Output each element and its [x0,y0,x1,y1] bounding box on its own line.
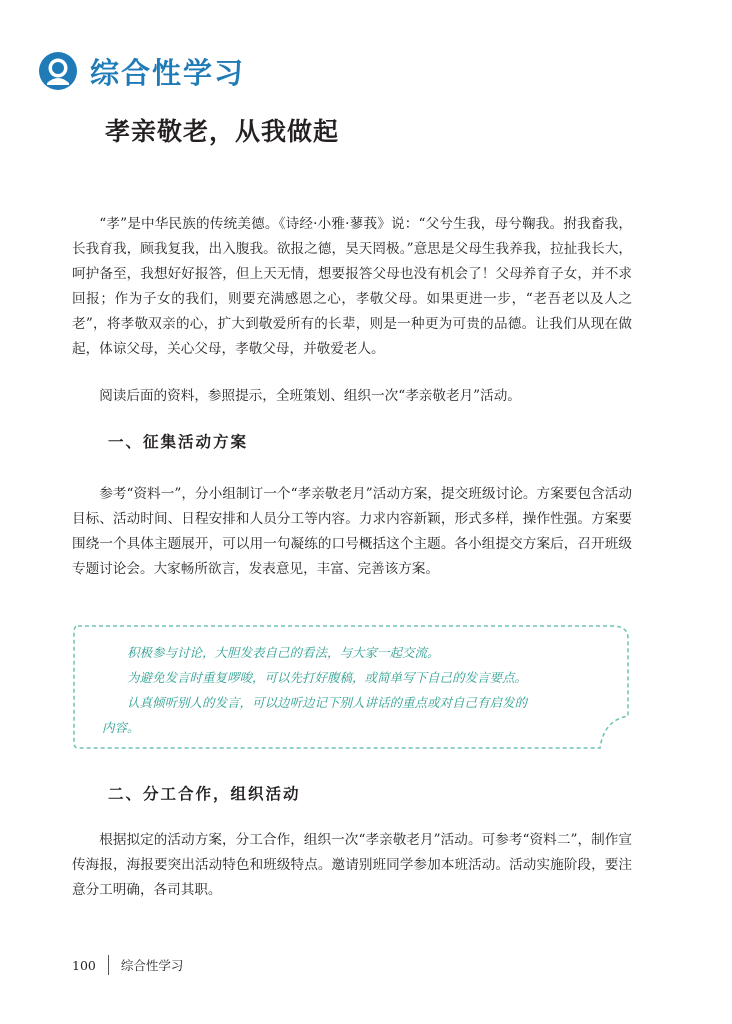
heading-organize-activity: 二、分工合作，组织活动 [108,784,301,803]
heading-collect-plans: 一、征集活动方案 [108,432,249,451]
intro-paragraph: “孝”是中华民族的传统美德。《诗经·小雅·蓼莪》说：“父兮生我，母兮鞠我。拊我畜我，长我育我，顾我复我，出入腹我。欲报之德，昊天罔极。”意思是父母生我养我，拉扯我长大，呵护备至，我想好好报答，但上天无情，想要报答父母也没有机会了！父母养育子女，并不求回报；作为子女的我们，则要充满感恩之心，孝敬父母。如果更进一步，“老吾老以及人之老”，将孝敬双亲的心，扩大到敬爱所有的长辈，则是一种更为可贵的品德。让我们从现在做起，体谅父母，关心父母，孝敬父母，并敬爱老人。 [72,216,632,357]
section1-paragraph: 参考“资料一”，分小组制订一个“孝亲敬老月”活动方案，提交班级讨论。方案要包含活动目标、活动时间、日程安排和人员分工等内容。力求内容新颖，形式多样，操作性强。方案要围绕一个具体主题展开，可以用一句凝练的口号概括这个主题。各小组提交方案后，召开班级专题讨论会。大家畅所欲言，发表意见，丰富、完善该方案。 [72,486,632,577]
tip-text [102,640,602,740]
section-header [38,48,245,94]
footer-section-label: 综合性学习 [120,958,184,973]
section2-paragraph: 根据拟定的活动方案，分工合作，组织一次“孝亲敬老月”活动。可参考“资料二”，制作宣传海报，海报要突出活动特色和班级特点。邀请别班同学参加本班活动。活动实施阶段，要注意分工明确，各司其职。 [72,832,632,898]
tip-box [72,624,634,750]
tip-line: 为避免发言时重复啰唆，可以先打好腹稿，或简单写下自己的发言要点。 [127,670,528,685]
tip-line: 积极参与讨论，大胆发表自己的看法，与大家一起交流。 [127,645,440,660]
instruction-paragraph: 阅读后面的资料，参照提示，全班策划、组织一次“孝亲敬老月”活动。 [99,388,521,404]
footer-divider [108,955,109,975]
person-icon [38,51,78,91]
page-footer [72,955,183,975]
lesson-title: 孝亲敬老，从我做起 [105,117,340,146]
page-number: 100 [72,957,96,973]
section-title: 综合性学习 [90,55,246,90]
tip-line: 认真倾听别人的发言，可以边听边记下别人讲话的重点或对自己有启发的 [127,695,528,710]
tip-line: 内容。 [102,720,140,735]
